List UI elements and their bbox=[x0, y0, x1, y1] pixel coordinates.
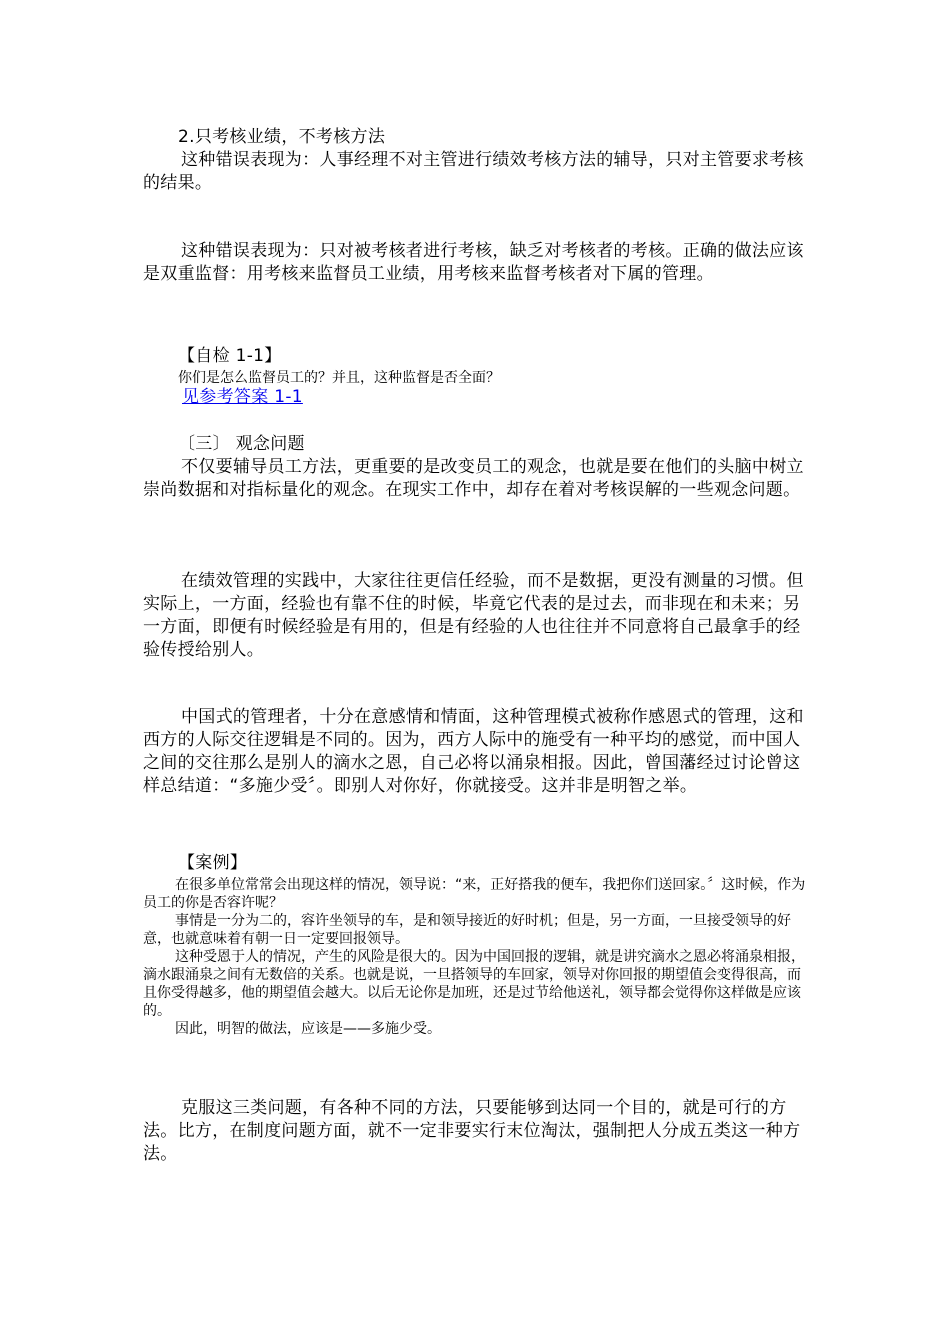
section-2-paragraph: 这种错误表现为：人事经理不对主管进行绩效考核方法的辅导，只对主管要求考核的结果。 bbox=[143, 150, 804, 193]
case-title: 【案例】 bbox=[178, 853, 248, 873]
case-paragraph-4: 因此，明智的做法，应该是——多施少受。 bbox=[175, 1021, 441, 1037]
case-paragraph-1: 在很多单位常常会出现这样的情况，领导说：“来，正好搭我的便车，我把你们送回家。〞这时候，作为员工的你是否容许呢？ bbox=[143, 877, 806, 911]
closing-paragraph: 克服这三类问题，有各种不同的方法，只要能够到达同一个目的，就是可行的方法。比方，在制度问题方面，就不一定非要实行末位淘汰，强制把人分成五类这一种方法。 bbox=[143, 1098, 801, 1164]
section-2-heading: 2.只考核业绩，不考核方法 bbox=[178, 127, 386, 147]
section-3-paragraph-1: 不仅要辅导员工方法，更重要的是改变员工的观念，也就是要在他们的头脑中树立崇尚数据和对指标量化的观念。在现实工作中，却存在着对考核误解的一些观念问题。 bbox=[143, 457, 804, 500]
case-paragraph-3: 这种受恩于人的情况，产生的风险是很大的。因为中国回报的逻辑，就是讲究滴水之恩必将涌泉相报，滴水跟涌泉之间有无数倍的关系。也就是说，一旦搭领导的车回家，领导对你回报的期望值会变得很高，而且你受得越多，他的期望值会越大。以后无论你是加班，还是过节给他送礼，领导都会觉得你这样做是应该的。 bbox=[143, 949, 805, 1019]
case-body bbox=[143, 876, 808, 1038]
answer-reference-link[interactable]: 见参考答案 1-1 bbox=[182, 387, 303, 407]
self-check-question: 你们是怎么监督员工的？并且，这种监督是否全面？ bbox=[178, 370, 500, 386]
case-paragraph-2: 事情是一分为二的，容许坐领导的车，是和领导接近的好时机；但是，另一方面，一旦接受领导的好意，也就意味着有朝一日一定要回报领导。 bbox=[143, 913, 791, 947]
dual-supervision-paragraph: 这种错误表现为：只对被考核者进行考核，缺乏对考核者的考核。正确的做法应该是双重监督：用考核来监督员工业绩，用考核来监督考核者对下属的管理。 bbox=[143, 241, 804, 284]
section-3-heading: 〔三〕 观念问题 bbox=[178, 434, 305, 454]
self-check-title: 【自检 1-1】 bbox=[178, 346, 282, 366]
section-3-paragraph-2: 在绩效管理的实践中，大家往往更信任经验，而不是数据，更没有测量的习惯。但实际上，一方面，经验也有靠不住的时候，毕竟它代表的是过去，而非现在和未来；另一方面，即便有时候经验是有用的，但是有经验的人也往往并不同意将自己最拿手的经验传授给别人。 bbox=[143, 571, 804, 660]
section-3-paragraph-3: 中国式的管理者，十分在意感情和情面，这种管理模式被称作感恩式的管理，这和西方的人际交往逻辑是不同的。因为，西方人际中的施受有一种平均的感觉，而中国人之间的交往那么是别人的滴水之恩，自己必将以涌泉相报。因此，曾国藩经过讨论曾这样总结道：“多施少受〞。即别人对你好，你就接受。这并非是明智之举。 bbox=[143, 707, 804, 796]
